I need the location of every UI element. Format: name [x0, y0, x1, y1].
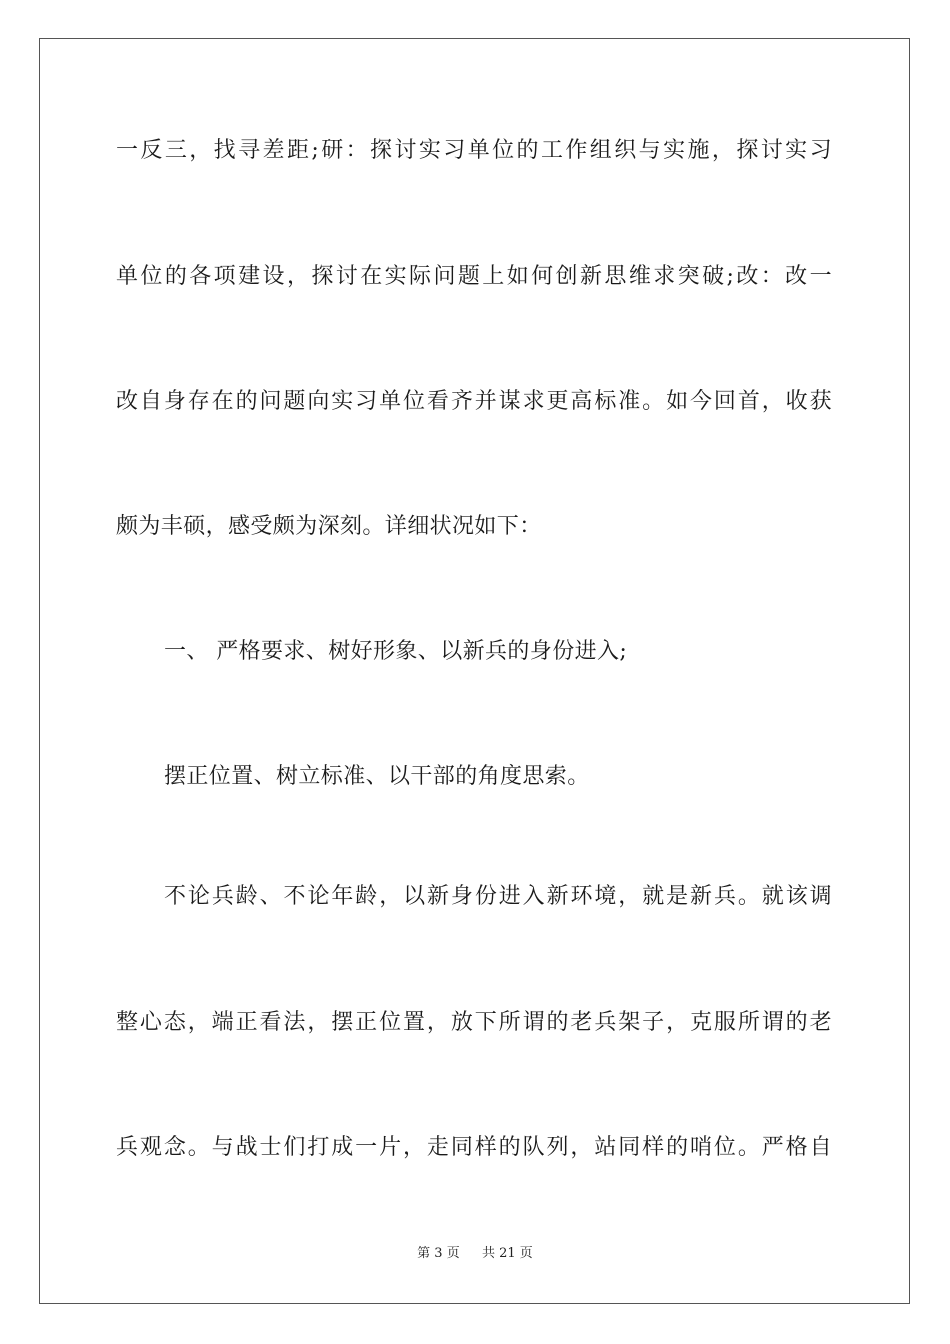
paragraph-start-line: 不论兵龄、不论年龄，以新身份进入新环境，就是新兵。就该调 [164, 884, 832, 909]
page-footer [0, 1245, 950, 1263]
section-heading: 一、 严格要求、树好形象、以新兵的身份进入; [164, 639, 628, 664]
body-line-1: 一反三，找寻差距;研：探讨实习单位的工作组织与实施，探讨实习 [116, 138, 832, 163]
body-line-2: 单位的各项建设，探讨在实际问题上如何创新思维求突破;改：改一 [116, 264, 832, 289]
body-line-4: 颇为丰硕，感受颇为深刻。详细状况如下： [116, 514, 542, 539]
page-border [39, 38, 910, 1304]
body-line-8: 整心态，端正看法，摆正位置，放下所谓的老兵架子，克服所谓的老 [116, 1010, 832, 1035]
body-line-3: 改自身存在的问题向实习单位看齐并谋求更高标准。如今回首，收获 [116, 389, 832, 414]
body-line-6: 摆正位置、树立标准、以干部的角度思索。 [164, 764, 590, 789]
body-line-9: 兵观念。与战士们打成一片，走同样的队列，站同样的哨位。严格自 [116, 1135, 832, 1160]
page-number: 第 3 页 [417, 1246, 460, 1261]
total-pages: 共 21 页 [482, 1246, 533, 1261]
